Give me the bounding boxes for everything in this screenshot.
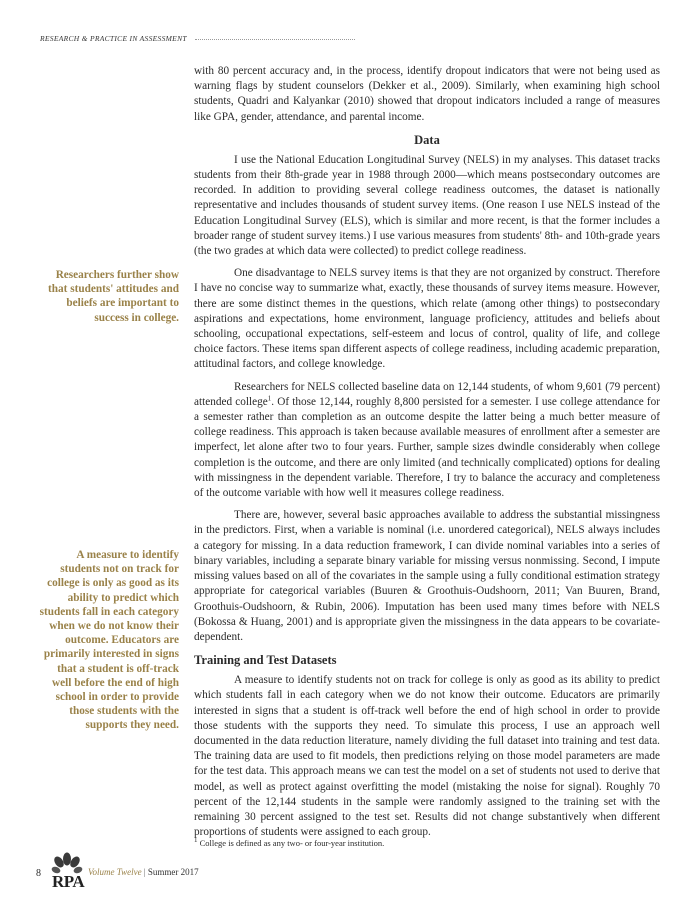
season-label: Summer 2017 <box>147 867 199 877</box>
data-paragraph-3 <box>194 380 660 502</box>
page-footer <box>36 852 336 892</box>
header-dotted-rule <box>195 38 355 40</box>
footnote-text: College is defined as any two- or four-year institution. <box>199 838 385 848</box>
training-paragraph: A measure to identify students not on track for college is only as good as its ability to predict which students fall in each category when we do not know their outcome. Educators are primarily interested in signs that a student is off-track well before the end of high school in order to provide those students with the supports they need. To simulate this process, I use an approach well documented in the data reduction literature, namely dividing the full dataset into training and test data. The training data are used to fit models, then predictions relying on those model parameters are made for the test data. This approach means we can test the model on a set of students not used to derive that model, as well as protect against overfitting the model (mistaking the noise for signal). Roughly 70 percent of the 12,144 students in the sample were randomly assigned to the training set with the remaining 30 percent assigned to the test set. Results did not change substantively when different proportions of students were assigned to each group. <box>194 674 660 839</box>
article-body <box>194 64 660 847</box>
pull-quote-measure: A measure to identify students not on track for college is only as good as its ability to predict which students fall in each category when we do not know their outcome. Educators are primarily interested in signs that a student is off-track well before the end of high school in order to provide those students with the supports they need. <box>39 549 179 732</box>
footnote-marker: 1 <box>194 836 198 845</box>
section-heading-training: Training and Test Datasets <box>194 653 337 668</box>
running-title: RESEARCH & PRACTICE IN ASSESSMENT <box>40 34 187 43</box>
section-heading-data: Data <box>414 132 440 147</box>
data-paragraph-3-end: . Of those 12,144, roughly 8,800 persisted for a semester. I use college attendance for a semester rather than completion as an outcome despite the latter being a much better measure of college readiness. This approach is taken because available measures of enrollment after a semester are imperfect, let alone after two to four years. Further, sample sizes dwindle considerably when college completion is the outcome, and there are only limited (and technically complicated) options for dealing with missingness in the dependent variable. Therefore, I try to balance the accuracy and completeness of the outcome variable with how well it measures college readiness. <box>194 395 660 500</box>
running-header <box>40 34 355 43</box>
footnote-reference: 1 <box>267 394 272 403</box>
intro-paragraph: with 80 percent accuracy and, in the process, identify dropout indicators that were not being used as warning flags by student counselors (Dekker et al., 2009). Similarly, when examining high school students, Quadri and Kalyankar (2010) showed that dropout indicators included a range of measures like GPA, gender, attendance, and parental income. <box>194 65 660 123</box>
data-paragraph-1: I use the National Education Longitudinal Survey (NELS) in my analyses. This dataset tracks students from their 8th-grade year in 1988 through 2000—which means postsecondary outcomes are recorded. In addition to providing several college readiness outcomes, the dataset is nationally representative and includes thousands of student survey items. (One reason I use NELS instead of the Education Longitudinal Survey (ELS), which is similar and more recent, is that the former includes a broader range of student survey items.) I use various measures from students' 8th- and 10th-grade years (the two grades at which data were collected) to predict college readiness. <box>194 153 660 258</box>
rpa-logo-text: RPA <box>52 872 85 891</box>
footnote <box>194 838 660 849</box>
data-paragraph-4: There are, however, several basic approaches available to address the substantial missingness in the predictors. First, when a variable is nominal (i.e. unordered categorical), NELS always includes a category for missing. In a data reduction framework, I can divide nominal variables into a series of binary variables, including a separate binary variable for missing versus nonmissing. Second, I impute missing values based on all of the covariates in the sample using a fully conditional estimation strategy appropriate for categorical variables (Buuren & Groothuis-Oudshoorn, 2011; Van Buuren, Brand, Groothuis-Oudshoorn, & Rubin, 2006). Imputation has been used many times before with NELS (Bokossa & Huang, 2001) and is appropriate given the missingness in the data appears to be covariate-dependent. <box>194 509 660 643</box>
data-paragraph-2: One disadvantage to NELS survey items is that they are not organized by construct. Therefore I have no concise way to summarize what, exactly, these thousands of survey items measure. However, there are some distinct themes in the questions, which relate (among other things) to postsecondary aspirations and expectations, home environment, language proficiency, attitudes and beliefs about schooling, occupational expectations, self-esteem and locus of control, quality of life, and college choice factors. These items span different aspects of college readiness, including academic preparation, attitudinal factors, and college knowledge. <box>194 267 660 371</box>
volume-label: Volume Twelve <box>88 867 142 877</box>
page-number: 8 <box>36 868 41 879</box>
data-paragraph-3-start: Researchers for NELS collected baseline data on 12,144 students, of whom 9,601 (79 percent) attended college <box>194 380 660 408</box>
issue-separator: | <box>143 867 146 877</box>
issue-info <box>88 867 199 877</box>
pull-quote-attitudes: Researchers further show that students' attitudes and beliefs are important to success in college. <box>48 269 179 324</box>
